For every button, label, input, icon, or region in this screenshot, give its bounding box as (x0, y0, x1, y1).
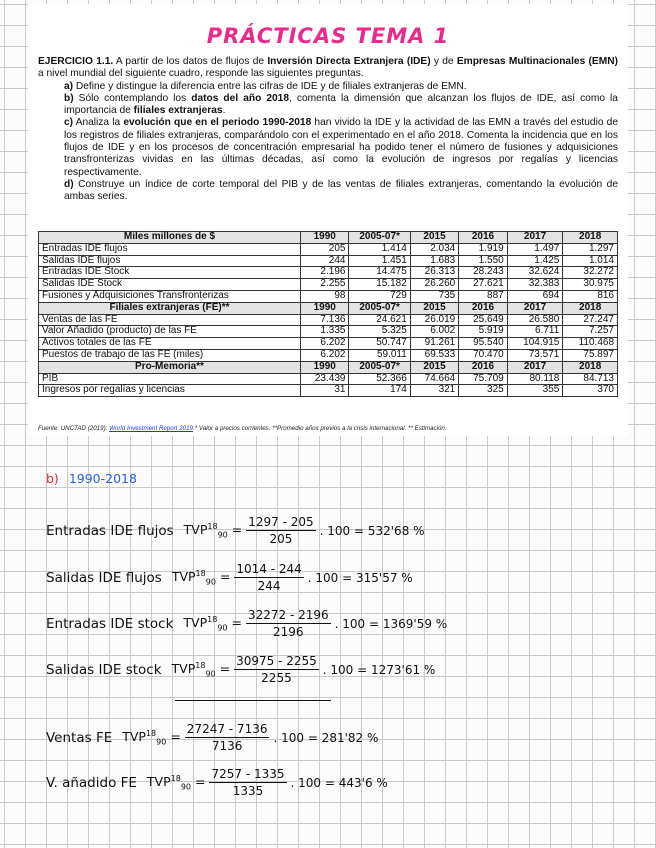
table-row-label: Ingresos por regalías y licencias (39, 385, 301, 397)
equation-fraction (234, 562, 303, 593)
table-cell: 694 (507, 290, 563, 302)
exercise-statement (38, 56, 618, 204)
table-header-row (39, 302, 618, 314)
separator-line (175, 700, 331, 701)
equation-superscript: 18 (195, 660, 206, 670)
equation-label: Entradas IDE stock (46, 615, 174, 632)
table-cell: 2016 (459, 302, 507, 314)
table-cell: 244 (301, 255, 349, 267)
table-cell: 26.260 (410, 279, 458, 291)
table-cell: 2015 (410, 302, 458, 314)
table-cell: 75.897 (563, 349, 618, 361)
table-cell: 15.182 (349, 279, 410, 291)
table-cell: 1.497 (507, 243, 563, 255)
table-cell: 6.002 (410, 326, 458, 338)
equation-result: . 100 = 315'57 % (307, 570, 413, 585)
table-cell: 2.255 (301, 279, 349, 291)
answer-period: 1990-2018 (68, 471, 137, 486)
table-cell: 1.014 (563, 255, 618, 267)
fraction-denominator: 2255 (261, 671, 292, 685)
table-cell: 98 (301, 290, 349, 302)
equation-fraction (185, 722, 270, 753)
table-row-label: Pro-Memoria** (39, 361, 301, 373)
table-cell: 2018 (563, 232, 618, 244)
table-cell: 2.196 (301, 267, 349, 279)
table-cell: 31 (301, 385, 349, 397)
table-cell: 69.533 (410, 349, 458, 361)
table-row-label: Activos totales de las FE (39, 338, 301, 350)
table-row (39, 338, 618, 350)
equation-fraction (209, 767, 286, 798)
table-cell: 75.709 (459, 373, 507, 385)
table-cell: 1.335 (301, 326, 349, 338)
table-cell: 70.470 (459, 349, 507, 361)
table-row (39, 267, 618, 279)
table-cell: 321 (410, 385, 458, 397)
equation-tvp: $TVP^{18}_{90}$ = (146, 773, 206, 792)
table-cell: 2005-07* (349, 302, 410, 314)
table-cell: 355 (507, 385, 563, 397)
table-cell: 2016 (459, 232, 507, 244)
table-cell: 6.202 (301, 338, 349, 350)
equation-row (46, 515, 425, 546)
fraction-numerator: 1014 - 244 (236, 562, 302, 576)
equation-superscript: 18 (207, 521, 218, 531)
equation-label: Salidas IDE flujos (46, 569, 162, 586)
table-cell: 174 (349, 385, 410, 397)
table-cell: 2015 (410, 232, 458, 244)
table-cell: 729 (349, 290, 410, 302)
equation-subscript: 90 (156, 737, 167, 747)
table-cell: 52.366 (349, 373, 410, 385)
equation-superscript: 18 (170, 773, 181, 783)
table-cell: 91.261 (410, 338, 458, 350)
table-cell: 26.313 (410, 267, 458, 279)
table-row-label: Fusiones y Adquisiciones Transfronterizas (39, 290, 301, 302)
equation-subscript: 90 (217, 623, 228, 633)
table-row (39, 326, 618, 338)
table-cell: 1.451 (349, 255, 410, 267)
equation-result: . 100 = 1273'61 % (322, 662, 436, 677)
table-row (39, 373, 618, 385)
table-cell: 5.919 (459, 326, 507, 338)
table-row (39, 255, 618, 267)
fraction-denominator: 244 (257, 579, 281, 593)
table-cell: 95.540 (459, 338, 507, 350)
equation-result: . 100 = 443'6 % (290, 775, 388, 790)
table-cell: 1990 (301, 232, 349, 244)
table-cell: 25.649 (459, 314, 507, 326)
question-b: b) Sólo contemplando los datos del año 2018, comenta la dimensión que alcanzan los flujos de IDE, así como la importancia de filiales extranjeras. (64, 92, 618, 117)
table-cell: 1.414 (349, 243, 410, 255)
table-cell: 24.621 (349, 314, 410, 326)
table-header-row (39, 232, 618, 244)
fraction-denominator: 2196 (273, 625, 304, 639)
equation-label: Entradas IDE flujos (46, 522, 174, 539)
equation-tvp: $TVP^{18}_{90}$ = (171, 660, 231, 679)
table-row (39, 385, 618, 397)
table-cell: 74.664 (410, 373, 458, 385)
equation-result: . 100 = 1369'59 % (334, 616, 448, 631)
page-title: PRÁCTICAS TEMA 1 (206, 24, 450, 48)
table-cell: 887 (459, 290, 507, 302)
equation-subscript: 90 (180, 782, 192, 792)
table-row-label: Puestos de trabajo de las FE (miles) (39, 349, 301, 361)
table-cell: 80.118 (507, 373, 563, 385)
table-cell: 32.383 (507, 279, 563, 291)
table-cell: 2015 (410, 361, 458, 373)
table-cell: 23.439 (301, 373, 349, 385)
table-cell: 2017 (507, 232, 563, 244)
table-cell: 30.975 (563, 279, 618, 291)
table-cell: 2005-07* (349, 232, 410, 244)
answer-heading (46, 471, 137, 486)
table-source: Fuente: UNCTAD (2019): World Investment Report 2019.* Valor a precios corrientes. **Promedio años previos a la crisis internacional. ** Estimación. (38, 425, 447, 432)
fraction-numerator: 7257 - 1335 (211, 767, 285, 781)
table-row-label: Filiales extranjeras (FE)** (39, 302, 301, 314)
equation-label: Salidas IDE stock (46, 661, 162, 678)
table-cell: 1.297 (563, 243, 618, 255)
table-cell: 205 (301, 243, 349, 255)
equation-subscript: 90 (205, 577, 216, 587)
table-row-label: Entradas IDE flujos (39, 243, 301, 255)
equation-row (46, 654, 435, 685)
fraction-numerator: 30975 - 2255 (236, 654, 317, 668)
table-cell: 59.011 (349, 349, 410, 361)
equation-label: V. añadido FE (46, 774, 137, 791)
equation-tvp: $TVP^{18}_{90}$ = (171, 568, 231, 587)
equation-tvp: $TVP^{18}_{90}$ = (183, 521, 243, 540)
table-cell: 84.713 (563, 373, 618, 385)
fraction-denominator: 1335 (232, 784, 264, 798)
table-cell: 28.243 (459, 267, 507, 279)
equation-label: Ventas FE (46, 729, 113, 746)
table-cell: 32.272 (563, 267, 618, 279)
table-cell: 370 (563, 385, 618, 397)
table-cell: 7.136 (301, 314, 349, 326)
table-cell: 5.325 (349, 326, 410, 338)
table-row-label: Salidas IDE flujos (39, 255, 301, 267)
equation-row (46, 722, 378, 753)
table-cell: 2016 (459, 361, 507, 373)
table-cell: 26.580 (507, 314, 563, 326)
table-cell: 27.247 (563, 314, 618, 326)
equation-superscript: 18 (195, 568, 206, 578)
question-c: c) Analiza la evolución que en el periodo 1990-2018 han vivido la IDE y la actividad de las EMN a través del estudio de los registros de filiales extranjeras, comparándolo con el experimentado en el año 2018. Comenta la incidencia que en los flujos de IDE y en los procesos de concentración empresarial ha podido tener el número de fusiones y adquisiciones transfronterizas vividas en las últimas décadas, así como la evolución de ingresos por regalías y licencias respectivamente. (64, 117, 618, 178)
table-cell: 110.468 (563, 338, 618, 350)
table-cell: 2017 (507, 302, 563, 314)
question-d: d) Construye un índice de corte temporal del PIB y de las ventas de filiales extranjeras, comentando la evolución de ambas series. (64, 178, 618, 203)
equation-fraction (246, 515, 315, 546)
table-row (39, 349, 618, 361)
table-cell: 2017 (507, 361, 563, 373)
table-cell: 1.550 (459, 255, 507, 267)
equation-fraction (234, 654, 319, 685)
equation-subscript: 90 (217, 530, 228, 540)
equation-result: . 100 = 532'68 % (319, 523, 425, 538)
answer-letter: b) (46, 471, 59, 486)
table-header-row (39, 361, 618, 373)
table-row-label: Miles millones de $ (39, 232, 301, 244)
table-row-label: Valor Añadido (producto) de las FE (39, 326, 301, 338)
table-cell: 32.624 (507, 267, 563, 279)
table-cell: 14.475 (349, 267, 410, 279)
table-row-label: Salidas IDE Stock (39, 279, 301, 291)
table-row-label: Entradas IDE Stock (39, 267, 301, 279)
table-row (39, 243, 618, 255)
table-cell: 735 (410, 290, 458, 302)
table-cell: 6.202 (301, 349, 349, 361)
table-cell: 104.915 (507, 338, 563, 350)
fraction-denominator: 205 (269, 532, 293, 546)
table-cell: 7.257 (563, 326, 618, 338)
data-table (38, 231, 618, 397)
table-cell: 26.019 (410, 314, 458, 326)
data-table-body (39, 232, 618, 397)
fraction-denominator: 7136 (211, 739, 243, 753)
equation-subscript: 90 (205, 669, 216, 679)
table-cell: 2018 (563, 361, 618, 373)
fraction-numerator: 32272 - 2196 (247, 608, 329, 622)
equation-row (46, 767, 388, 798)
table-cell: 1.683 (410, 255, 458, 267)
table-cell: 816 (563, 290, 618, 302)
table-cell: 1990 (301, 302, 349, 314)
equation-superscript: 18 (145, 728, 157, 738)
fraction-numerator: 1297 - 205 (248, 515, 314, 529)
table-row-label: Ventas de las FE (39, 314, 301, 326)
table-row (39, 314, 618, 326)
question-a: a) Define y distingue la diferencia entre las cifras de IDE y de filiales extranjeras de EMN. (64, 80, 467, 92)
table-cell: 2018 (563, 302, 618, 314)
equation-row (46, 562, 413, 593)
table-cell: 73.571 (507, 349, 563, 361)
table-cell: 325 (459, 385, 507, 397)
table-cell: 1.919 (459, 243, 507, 255)
table-row (39, 279, 618, 291)
table-cell: 1.425 (507, 255, 563, 267)
fraction-numerator: 27247 - 7136 (186, 722, 268, 736)
table-cell: 2005-07* (349, 361, 410, 373)
table-cell: 50.747 (349, 338, 410, 350)
table-cell: 2.034 (410, 243, 458, 255)
equation-row (46, 608, 447, 639)
table-cell: 1990 (301, 361, 349, 373)
exercise-intro: EJERCICIO 1.1. A partir de los datos de flujos de Inversión Directa Extranjera (IDE) y de Empresas Multinacionales (EMN) a nivel mundial del siguiente cuadro, responde las siguientes preguntas. (38, 56, 618, 80)
equation-result: . 100 = 281'82 % (273, 730, 379, 745)
equation-tvp: $TVP^{18}_{90}$ = (183, 614, 242, 633)
equation-tvp: $TVP^{18}_{90}$ = (122, 728, 181, 747)
exercise-heading: EJERCICIO 1.1. (38, 56, 114, 67)
equation-superscript: 18 (207, 614, 218, 624)
table-cell: 27.621 (459, 279, 507, 291)
source-link[interactable]: World Investment Report 2019 (109, 425, 193, 432)
table-row-label: PIB (39, 373, 301, 385)
equation-fraction (246, 608, 331, 639)
table-cell: 6.711 (507, 326, 563, 338)
table-row (39, 290, 618, 302)
